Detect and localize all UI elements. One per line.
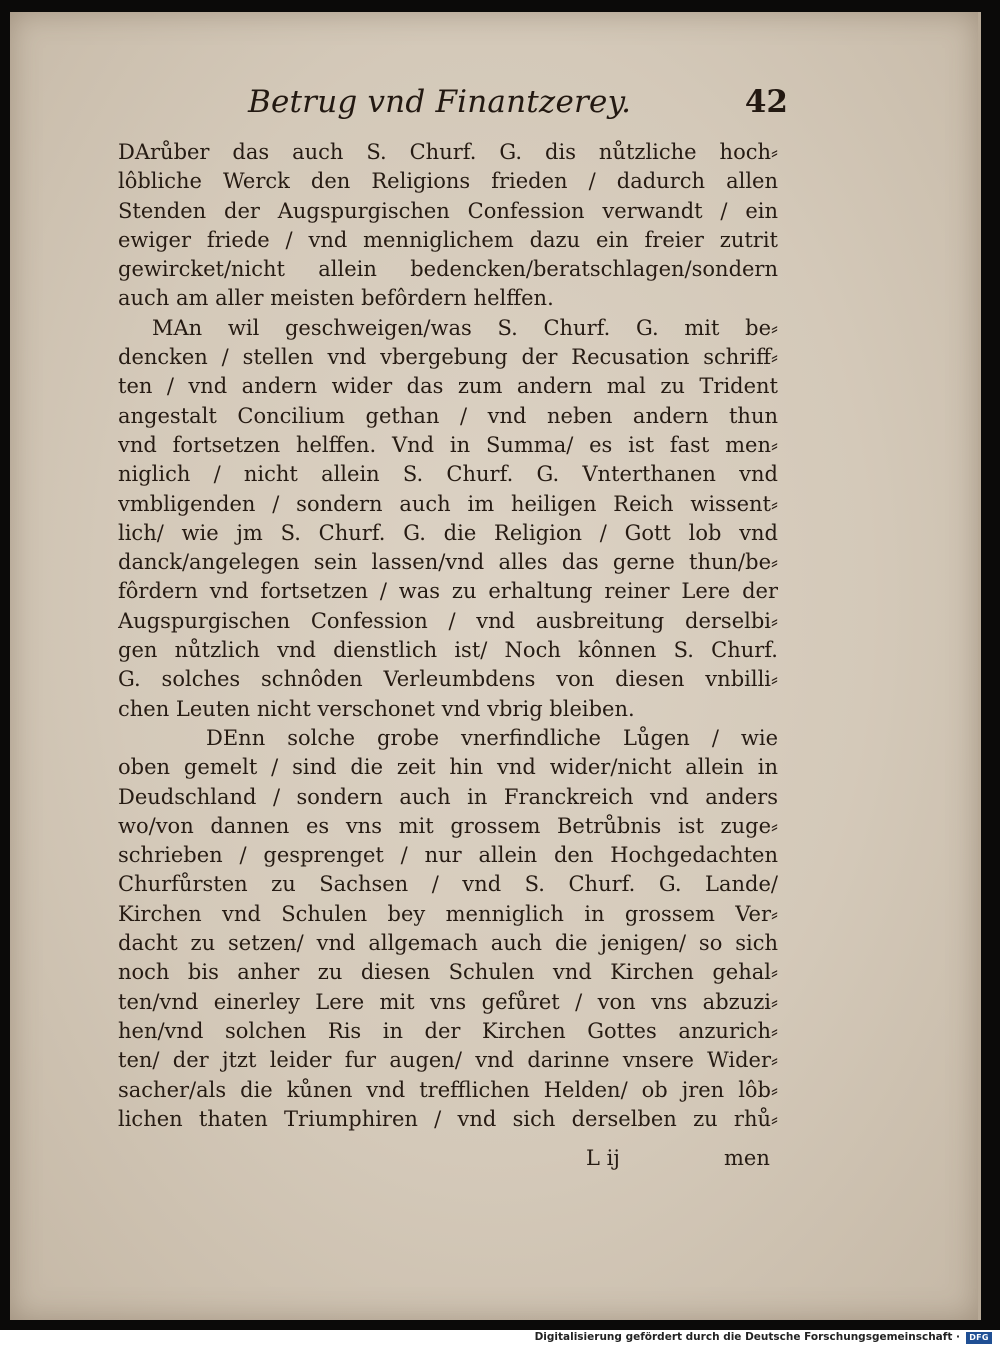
text-line: lôbliche Werck den Religions frieden / dadurch allen bbox=[118, 169, 778, 194]
text-line: gewircket/nicht allein bedencken/beratschlagen/sondern bbox=[118, 257, 778, 282]
text-line: chen Leuten nicht verschonet vnd vbrig bleiben. bbox=[118, 696, 635, 721]
text-line: dacht zu setzen/ vnd allgemach auch die jenigen/ so sich bbox=[118, 931, 778, 956]
text-line: DEnn solche grobe vnerfindliche Lůgen / wie bbox=[206, 725, 778, 750]
text-line: angestalt Concilium gethan / vnd neben andern thun bbox=[118, 403, 778, 428]
running-head-title: Betrug vnd Finantzerey. bbox=[248, 84, 632, 120]
text-line: vnd fortsetzen helffen. Vnd in Summa/ es ist fast men⸗ bbox=[118, 432, 778, 457]
text-line: Stenden der Augspurgischen Confession verwandt / ein bbox=[118, 198, 778, 223]
text-line: lichen thaten Triumphiren / vnd sich derselben zu rhů⸗ bbox=[118, 1106, 778, 1131]
text-line: danck/angelegen sein lassen/vnd alles das gerne thun/be⸗ bbox=[118, 550, 778, 575]
text-line: niglich / nicht allein S. Churf. G. Vnterthanen vnd bbox=[118, 462, 778, 487]
text-line: vmbligenden / sondern auch im heiligen Reich wissent⸗ bbox=[118, 491, 778, 516]
text-line: MAn wil geschweigen/was S. Churf. G. mit be⸗ bbox=[152, 315, 778, 340]
digitization-footer bbox=[0, 1330, 1000, 1347]
body-text bbox=[118, 138, 778, 1134]
text-line: wo/von dannen es vns mit grossem Betrůbnis ist zuge⸗ bbox=[118, 813, 778, 838]
book-page bbox=[10, 12, 981, 1320]
text-line: dencken / stellen vnd vbergebung der Recusation schriff⸗ bbox=[118, 345, 778, 370]
text-line: DArůber das auch S. Churf. G. dis nůtzliche hoch⸗ bbox=[118, 140, 778, 164]
text-line: lich/ wie jm S. Churf. G. die Religion / Gott lob vnd bbox=[118, 520, 778, 545]
catchword: men bbox=[724, 1146, 770, 1170]
text-line: hen/vnd solchen Ris in der Kirchen Gottes anzurich⸗ bbox=[118, 1018, 778, 1043]
text-line: Deudschland / sondern auch in Franckreich vnd anders bbox=[118, 784, 778, 809]
text-line: fôrdern vnd fortsetzen / was zu erhaltung reiner Lere der bbox=[118, 579, 778, 604]
text-line: Churfůrsten zu Sachsen / vnd S. Churf. G. Lande/ bbox=[118, 872, 778, 897]
text-line: auch am aller meisten befôrdern helffen. bbox=[118, 286, 554, 311]
text-line: sacher/als die kůnen vnd trefflichen Helden/ ob jren lôb⸗ bbox=[118, 1077, 778, 1102]
text-line: noch bis anher zu diesen Schulen vnd Kirchen gehal⸗ bbox=[118, 960, 778, 985]
text-line: schrieben / gesprenget / nur allein den Hochgedachten bbox=[118, 843, 778, 868]
text-line: ten/ der jtzt leider fur augen/ vnd darinne vnsere Wider⸗ bbox=[118, 1048, 778, 1073]
text-line: oben gemelt / sind die zeit hin vnd wider/nicht allein in bbox=[118, 755, 778, 780]
page-number: 42 bbox=[744, 84, 788, 120]
text-line: gen nůtzlich vnd dienstlich ist/ Noch kônnen S. Churf. bbox=[118, 638, 778, 663]
text-line: Kirchen vnd Schulen bey menniglich in grossem Ver⸗ bbox=[118, 901, 778, 926]
text-line: G. solches schnôden Verleumbdens von diesen vnbilli⸗ bbox=[118, 667, 778, 692]
funding-credit: Digitalisierung gefördert durch die Deutsche Forschungsgemeinschaft · bbox=[534, 1331, 960, 1343]
running-head bbox=[248, 82, 788, 132]
text-line: ten / vnd andern wider das zum andern mal zu Trident bbox=[118, 374, 778, 399]
dfg-logo-icon: DFG bbox=[966, 1332, 992, 1344]
text-line: ewiger friede / vnd menniglichem dazu ein freier zutrit bbox=[118, 227, 778, 252]
signature-mark: L ij bbox=[586, 1146, 620, 1170]
text-line: ten/vnd einerley Lere mit vns gefůret / von vns abzuzi⸗ bbox=[118, 989, 778, 1014]
text-line: Augspurgischen Confession / vnd ausbreitung derselbi⸗ bbox=[118, 608, 778, 633]
